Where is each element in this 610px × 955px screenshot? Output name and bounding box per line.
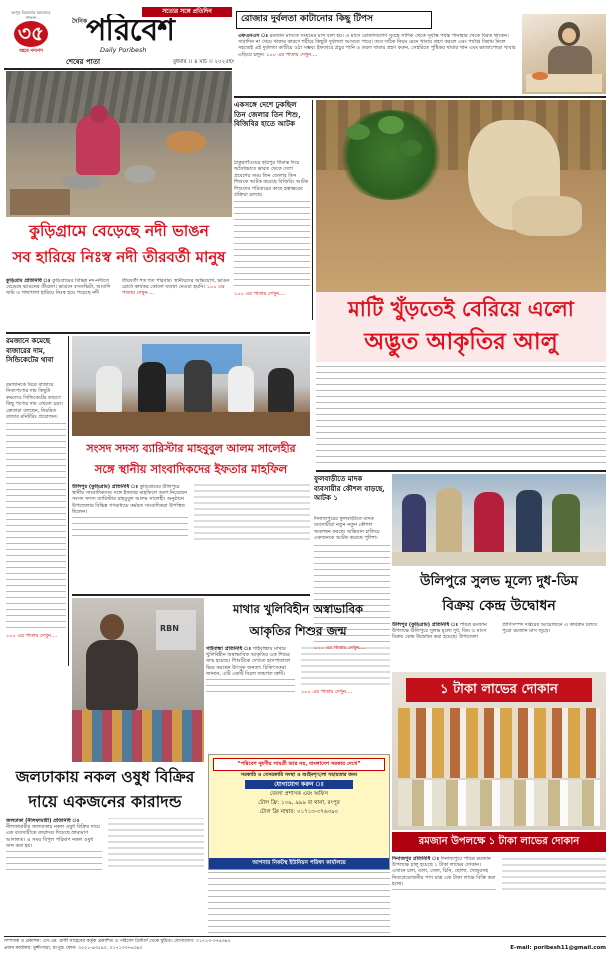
river-byline: কুড়িগ্রাম প্রতিনিধি ঃ xyxy=(6,278,51,284)
shop-sign: ১ টাকা লাভের দোকান xyxy=(406,678,592,702)
river-body: কুড়িগ্রাম প্রতিনিধি ঃ কুড়িগ্রামের বিভিন্ন নদ-নদীতে বেড়েছে ভাঙনের তীব্রতা। ভাঙনে বসতভিটা, আবাদি জমি ও গাছপালা হারিয়ে নিঃস্ব হয়ে পড়েছে নদী তীরবর্তী শত শত পরিবার। স্থানীয়দের অভিযোগ, ভাঙন রোধে কার্যকর কোনো ব্যবস্থা নেওয়া হয়নি। ১০০ এর পাতায় দেখুন.... xyxy=(6,278,230,297)
milk-body: উলিপুর (কুড়িগ্রাম) প্রতিনিধি ঃ পবিত্র রমজান উপলক্ষে উলিপুরে সুলভ মূল্যে দুধ, ডিম ও মাংস বিক্রয় কেন্দ্র উদ্বোধন করা হয়েছে। উপজেলা প্রাণিসম্পদ দপ্তরের আয়োজনে এ কার্যক্রম চলবে পুরো রমজান মাস জুড়ে। xyxy=(392,622,598,641)
potato-body xyxy=(316,366,606,466)
baby-continued: ১০০ এর পাতায় দেখুন.... xyxy=(301,689,353,696)
iftar-headline-line1: সংসদ সদস্য ব্যারিস্টার মাহবুবুল আলম সালেহীর xyxy=(86,442,296,455)
drug-body: দিনাজপুরের ফুলবাড়ীতে মাদক ব্যবসায়ীরা নতুন নতুন কৌশল অবলম্বন করছে। অভিযান চালিয়ে একজনকে আটক করেছে পুলিশ। ১০০ এর পাতায় দেখুন.... xyxy=(314,516,390,666)
medicine-headline xyxy=(6,764,204,814)
baby-headline-line1: মাথার খুলিবিহীন অস্বাভাবিক xyxy=(232,602,364,616)
potato-photo xyxy=(316,100,606,294)
milk-headline-line2: বিক্রয় কেন্দ্র উদ্বোধন xyxy=(442,598,556,614)
iftar-byline: উলিপুর (কুড়িগ্রাম) প্রতিনিধি ঃ xyxy=(72,484,139,490)
baby-headline-line2: আকৃতির শিশুর জন্ম xyxy=(249,624,347,638)
medicine-headline-line1: জলঢাকায় নকল ওষুধ বিক্রির xyxy=(15,767,195,786)
date-line: বুধবার ।। ৪ মার্চ ।। ২০২৫ইং xyxy=(172,59,234,65)
ad-headline: “পরিবেশ দূষণীয় সামগ্রী আর নয়, বাংলাদেশ সরকার দেখে” xyxy=(213,758,385,771)
tips-continued: ১০০ এর পাতায় দেখুন.... xyxy=(266,51,318,58)
iftar-headline-line2: সঙ্গে স্থানীয় সাংবাদিকদের ইফতার মাহফিল xyxy=(94,462,288,476)
anniversary-label: বছরে পদার্পণ xyxy=(19,49,43,54)
tips-body: এফএনএস ঃ রমজান মাসকে সংযমের মাস বলা হয়। এ মাসে রোজাদারগণ সুবহে সাদিক থেকে সূর্যাস্ত পর্যন্ত পানাহার থেকে বিরত থাকেন। সারাদিন না খেয়ে থাকার কারণে শরীরে কিছুটা দুর্বলতা আসতে পারে। তবে সঠিক নিয়ম মেনে খাবার গ্রহণ করলে এবং পর্যাপ্ত বিশ্রাম নিলে সহজেই এই দুর্বলতা কাটিয়ে ওঠা সম্ভব। ইফতারে প্রচুর পানি ও তরল খাবার গ্রহণ করুন, সেহরিতে পুষ্টিকর খাবার খান এবং ভাজাপোড়া খাবার এড়িয়ে চলুন। ১০০ এর পাতায় দেখুন.... xyxy=(238,33,516,58)
potato-headline-line2: অদ্ভুত আকৃতির আলু xyxy=(364,328,558,355)
tips-photo-woman-eating xyxy=(522,14,606,94)
footer-line1: সম্পাদক ও প্রকাশক: এস.এম. রাফী সাহেবের কর্তৃক প্রকাশিত ও পরিবেশ প্রিন্টার্স থেকে মুদ্রিত। যোগাযোগ: ০১৭১৩-৩৭৬৩৯০ xyxy=(4,939,231,944)
milk-byline: উলিপুর (কুড়িগ্রাম) প্রতিনিধি ঃ xyxy=(392,622,459,628)
ad-line2: টোল ফ্রি: ১০৯, ৯৯৯ বা থানা, রংপুর xyxy=(258,800,340,806)
milk-photo xyxy=(392,474,606,566)
river-headline xyxy=(6,218,232,274)
ramadan-continued: ১০০ এর পাতায় দেখুন.... xyxy=(6,633,58,640)
baby-body: গাইবান্ধা প্রতিনিধি ঃ গাইবান্ধায় মাথার খুলিবিহীন অস্বাভাবিক আকৃতির এক শিশুর জন্ম হয়েছে। শিশুটিকে দেখতে হাসপাতালে ভিড় করছেন উৎসুক জনতা। চিকিৎসকরা জানান, এটি একটি বিরল জন্মগত ত্রুটি। ১০০ এর পাতায় দেখুন.... xyxy=(206,646,390,748)
medicine-body: জলঢাকা (নীলফামারী) প্রতিনিধি ঃ নীলফামারীর জলঢাকায় নকল ওষুধ বিক্রির দায়ে এক ব্যবসায়ীকে কারাদণ্ড দিয়েছে ভ্রাম্যমাণ আদালত। এ সময় বিপুল পরিমাণ নকল ওষুধ জব্দ করা হয়। xyxy=(6,818,204,932)
milk-headline-line1: উলিপুরে সুলভ মূল্যে দুধ-ডিম xyxy=(419,573,579,589)
footer-line2: প্রধান কার্যালয়: মুন্সীপাড়া, রংপুর। ফোন: ০৫২১-৬৩৫৯০, ০১৭১৩৩৭৬৩৯০ xyxy=(4,946,143,951)
ad-contact-label: যোগাযোগ করুন ঃ xyxy=(245,780,353,789)
children-continued: ১০০ এর পাতায় দেখুন.... xyxy=(234,291,286,298)
river-headline-line1: কুড়িগ্রামে বেড়েছে নদী ভাঙন xyxy=(29,221,209,240)
children-headline: একসঙ্গে দেশে ঢুকছিল তিন জেলার তিন শিশু, বিজিবির হাতে আটক xyxy=(234,100,301,128)
ad-line1: জেলা প্রশাসক এবং অফিস xyxy=(269,791,329,797)
shop-byline: দিনাজপুর প্রতিনিধি ঃ xyxy=(392,856,440,862)
baby-headline xyxy=(206,598,390,644)
shop-headline-bar xyxy=(392,832,606,852)
last-page-label: শেষের পাতা xyxy=(66,58,101,66)
milk-headline xyxy=(392,568,606,620)
masthead-logo: পরিবেশ xyxy=(86,14,174,48)
potato-headline xyxy=(316,292,606,362)
footer-email[interactable]: E-mail: poribesh11@gmail.com xyxy=(510,945,606,951)
anniversary-badge xyxy=(6,10,56,56)
ad-subhead: সরকারি ও বেসরকারি সংস্থা ও আইনশৃঙ্খলা সহায়তার জন্য xyxy=(240,772,358,778)
logo-english: Daily Poribesh xyxy=(100,46,147,54)
tips-headline xyxy=(236,11,432,29)
shop-headline: রমজান উপলক্ষে ১ টাকা লাভের দোকান xyxy=(418,836,580,847)
tagline: রংপুর বিভাগের আমাদের সাফল্য xyxy=(11,10,51,20)
shop-body: দিনাজপুর প্রতিনিধি ঃ দিনাজপুরে পবিত্র রমজান উপলক্ষে চালু হয়েছে ১ টাকা লাভের দোকান। এখানে চাল, ডাল, তেল, চিনি, ছোলা, খেজুরসহ নিত্যপ্রয়োজনীয় পণ্য মাত্র এক টাকা লাভে বিক্রি করা হচ্ছে। xyxy=(392,856,606,934)
logo-small: দৈনিক xyxy=(72,18,88,25)
public-service-ad xyxy=(208,754,390,870)
river-headline-line2: সব হারিয়ে নিঃস্ব নদী তীরবর্তী মানুষ xyxy=(12,248,226,266)
ad-footer: আপনার নিকটস্থ ইউনিয়ন পরিষদ কার্যালয়ে xyxy=(209,858,389,869)
medicine-byline: জলঢাকা (নীলফামারী) প্রতিনিধি ঃ xyxy=(6,818,80,824)
tips-title: রোজার দুর্বলতা কাটানোর কিছু টিপস xyxy=(241,14,373,24)
children-body: ঠাকুরগাঁওয়ের হরিপুর সীমান্ত দিয়ে অবৈধভাবে ভারত থেকে দেশে প্রবেশের সময় তিন জেলার তিন শিশুকে আটক করেছে বিজিবি। আটক শিশুদের পরিবারের কাছে হস্তান্তরের প্রক্রিয়া চলছে। ১০০ এর পাতায় দেখুন.... xyxy=(234,160,309,298)
river-photo-woman-cooking xyxy=(6,71,232,217)
medicine-photo-shopkeeper: RBN xyxy=(72,598,204,762)
ad-side-text xyxy=(208,872,390,934)
ad-line3: টোল ফ্রি নাম্বার: ০১৭১৩-৩৭৬৩৯০ xyxy=(259,809,339,815)
ramadan-body: রমজানকে ঘিরে বাজারে নিত্যপণ্যের দাম কিছুটা কমলেও সিন্ডিকেটের কারণে কিছু পণ্যের দাম এখনো চড়া। ক্রেতারা বলছেন, নিয়মিত বাজার মনিটরিং প্রয়োজন। ১০০ এর পাতায় দেখুন.... xyxy=(6,382,66,662)
river-continued: ১০০ এর পাতায় দেখুন.... xyxy=(122,284,225,297)
slogan: সত্যের সঙ্গে প্রতিদিন xyxy=(142,7,232,17)
baby-byline: গাইবান্ধা প্রতিনিধি ঃ xyxy=(206,646,252,652)
iftar-headline xyxy=(72,438,310,482)
medicine-headline-line2: দায়ে একজনের কারাদন্ড xyxy=(28,792,182,811)
shop-photo xyxy=(392,672,606,830)
potato-headline-line1: মাটি খুঁড়তেই বেরিয়ে এলো xyxy=(348,296,574,321)
footer xyxy=(4,938,606,954)
tips-byline: এফএনএস ঃ xyxy=(238,33,269,39)
anniversary-number: ৩৫ xyxy=(18,21,44,45)
ramadan-headline: রমজানে কমেছে বাজারের দাম, সিন্ডিকেটের থাবা xyxy=(6,336,54,364)
drug-continued: ১০০ এর পাতায় দেখুন.... xyxy=(314,644,366,651)
drug-headline: ফুলবাড়ীতে মাদক ব্যবসায়ীর কৌশল বাড়ছে, আটক ১ xyxy=(314,474,385,502)
iftar-body: উলিপুর (কুড়িগ্রাম) প্রতিনিধি ঃ কুড়িগ্রামের উলিপুরে স্থানীয় সাংবাদিকদের সঙ্গে ইফতার মাহফিলে অংশ নিয়েছেন সংসদ সদস্য ব্যারিস্টার মাহবুবুল আলম সালেহী। অনুষ্ঠানে উপজেলার বিভিন্ন গণমাধ্যমে কর্মরত সাংবাদিকরা উপস্থিত ছিলেন। xyxy=(72,484,310,592)
iftar-photo xyxy=(72,336,310,436)
